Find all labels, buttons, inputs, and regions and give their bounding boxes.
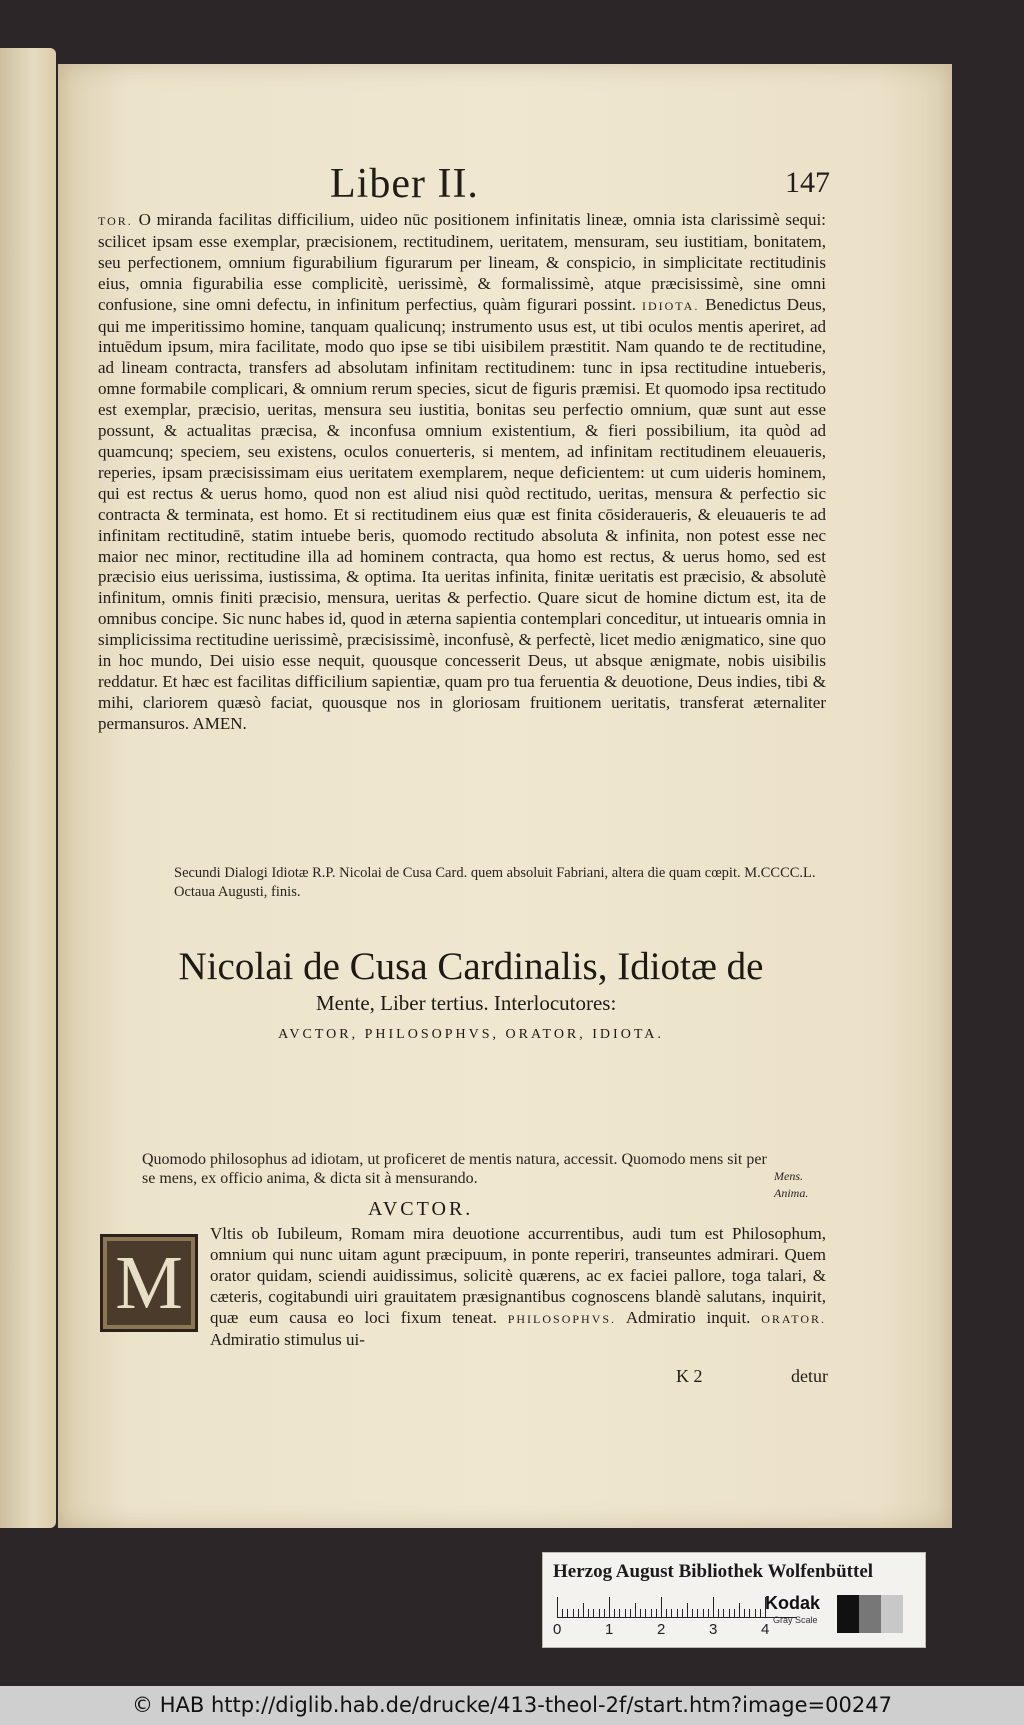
ruler-tick (645, 1609, 646, 1617)
ruler-tick (697, 1609, 698, 1617)
scale-number: 2 (657, 1621, 666, 1638)
dialog-text-run: PHILOSOPHVS. (507, 1311, 617, 1326)
chapter-summary: Quomodo philosophus ad idiotam, ut proficeret de mentis natura, accessit. Quomodo mens sit per se mens, ex officio anima, & dicta sit à mensurando. (142, 1151, 767, 1187)
copyright-footer: © HAB http://diglib.hab.de/drucke/413-theol-2f/start.htm?image=00247 (0, 1686, 1024, 1725)
colophon: Secundi Dialogi Idiotæ R.P. Nicolai de Cusa Card. quem absoluit Fabriani, altera die quam cœpit. M.CCCC.L. Octaua Augusti, finis. (174, 865, 816, 900)
dialog-text-run: ORATOR. (761, 1311, 826, 1326)
ruler-tick (625, 1609, 626, 1617)
ruler-tick (729, 1609, 730, 1617)
gray-swatch-light (881, 1595, 903, 1633)
dialog-text-run: Admiratio inquit. (616, 1307, 762, 1327)
ruler-tick (744, 1609, 745, 1617)
ruler-tick (739, 1603, 740, 1617)
ruler-tick (599, 1609, 600, 1617)
scale-number: 4 (761, 1621, 770, 1638)
body-text-run: TOR. (98, 214, 133, 228)
ruler-tick (619, 1609, 620, 1617)
margin-notes (774, 1168, 864, 1202)
section-title-line-2: Mente, Liber tertius. Interlocutores: (316, 991, 617, 1015)
section-title-line-1: Nicolai de Cusa Cardinalis, Idiotæ de (178, 945, 764, 988)
ruler-tick (630, 1609, 631, 1617)
ruler-tick (567, 1609, 568, 1617)
margin-note-mens: Mens. (774, 1169, 803, 1183)
ruler-tick (640, 1609, 641, 1617)
signature-mark: K 2 (676, 1366, 703, 1386)
library-color-card (542, 1552, 926, 1648)
ruler-tick (682, 1609, 683, 1617)
ruler-tick (656, 1609, 657, 1617)
body-text-run: IDIOTA. (641, 298, 700, 313)
library-name: Herzog August Bibliothek Wolfenbüttel (553, 1561, 874, 1582)
gray-scale-label: Gray Scale (773, 1615, 818, 1625)
ruler-tick (614, 1609, 615, 1617)
ruler-tick (562, 1609, 563, 1617)
section-title (118, 944, 824, 1048)
scale-ruler (557, 1595, 797, 1618)
initial-letter: M (115, 1241, 183, 1325)
speaker-heading: AVCTOR. (368, 1198, 474, 1220)
ruler-tick (651, 1609, 652, 1617)
decorated-initial (100, 1234, 198, 1332)
ruler-tick (583, 1603, 584, 1617)
opening-dialogue-text (210, 1224, 826, 1350)
ruler-tick (635, 1603, 636, 1617)
margin-note-anima: Anima. (774, 1186, 809, 1200)
scale-number: 0 (553, 1621, 562, 1638)
ruler-tick (588, 1609, 589, 1617)
ruler-tick (713, 1597, 714, 1617)
running-head-title: Liber II. (330, 161, 479, 207)
ruler-tick (609, 1597, 610, 1617)
kodak-logo: Kodak (765, 1593, 821, 1613)
ruler-tick (557, 1597, 558, 1617)
ruler-tick (708, 1609, 709, 1617)
ruler-tick (692, 1609, 693, 1617)
scale-number: 1 (605, 1621, 614, 1638)
scale-number: 3 (709, 1621, 718, 1638)
body-text-run: Benedictus Deus, qui me imperitissimo homine, tanquam qualicunq; instrumento usus est, ut tibi oculos mentis aperiret, ad intuēdum ipsum, mira facilitate, modo quo ipse se tibi uisibilem præstitit. Nam quando te de rectitudine, ad lineam contracta, transfers ad absolutam infinitam rectitudinem: tunc in ipsa rectitudine intueberis, omne formabile complicari, & omnium rerum species, sicut de figuris præmisi. Et quomodo ipsa rectitudo est exemplar, præcisio, ueritas, mensura seu iustitia, bonitas seu perfectio omnium, quæ sunt aut esse possunt, & actualitas præcisa, & inconfusa omnium existentium, & fieri possibilium, ita quòd ad quamcunq; speciem, seu existens, oculos conuerteris, si mentem, ad infinitam rectitudinem eleuaueris, reperies, ipsam præcisissimam eius ueritatem exemplarem, neque deficientem: ut cum uideris hominem, qui est rectus & uerus homo, quod non est aliud nisi quòd rectitudo, ueritas, mensura & perfectio sic contracta & terminata, est homo. Et si rectitudinem eius quæ est finita cōsideraueris, & eleuaueris te ad infinitam rectitudinē, statim intuebe beris, quomodo rectitudo absoluta & infinita, non potest esse nec maior nec minor, rectitudine illa ad hominem contracta, qua homo est rectus, & uerus homo, sed est præcisio eius uerissima, iustissima, & optima. Ita ueritas infinita, finitæ ueritatis est præcisio, & absolutè infinitum, omnis finiti præcisio, mensura, ueritas & perfectio. Quare sicut de homine dictum est, ita de omnibus concipe. Sic nunc habes id, quod in æterna sapientia contemplari conceditur, ut intuearis omnia in simplicissima rectitudine uerissimè, præcisissimè, inconfusè, & perfectè, licet medio ænigmatico, sine quo in hoc mundo, Dei uisio esse nequit, quousque concesserit Deus, ut absque ænigmate, nobis uisibilis reddatur. Et hæc est facilitas difficilium sapientiæ, quam pro tua feruentia & deuotione, Deus indies, tibi & mihi, clariorem quæsò faciat, quousque nos in gloriosam fruitionem ueritatis, transferat æternaliter permansuros. (98, 294, 826, 733)
ruler-tick (578, 1609, 579, 1617)
ruler-tick (661, 1597, 662, 1617)
ruler-tick (734, 1609, 735, 1617)
ruler-tick (671, 1609, 672, 1617)
ruler-tick (760, 1609, 761, 1617)
page-number: 147 (785, 166, 830, 199)
ruler-tick (718, 1609, 719, 1617)
dialog-text-run: Vltis ob Iubileum, Romam mira deuotione accurrentibus, audi tum est Philosophum, omnium qui nunc uitam agunt præcipuum, in ponte reperiri, transeuntes admirari. Quem orator quidam, sciendi auidissimus, solicitè quærens, ac ex faciei pallore, toga talari, & cæteris, cogitabundi uiri grauitatem præsignantibus cognoscens blandè salutans, inquirit, quæ eum causa eo loci fixum teneat. (210, 1224, 826, 1327)
ruler-tick (593, 1609, 594, 1617)
ruler-tick (755, 1609, 756, 1617)
ruler-tick (573, 1609, 574, 1617)
ruler-tick (666, 1609, 667, 1617)
gray-swatch-mid (859, 1595, 881, 1633)
book-page (58, 64, 952, 1528)
ruler-tick (723, 1609, 724, 1617)
dialogue-body-text (98, 210, 826, 735)
ruler-tick (749, 1609, 750, 1617)
ruler-tick (677, 1609, 678, 1617)
body-text-run: O miranda facilitas difficilium, uideo nūc positionem infinitatis lineæ, omnia ista clarissimè sequi: scilicet ipsam esse exemplar, præcisionem, rectitudinem, ueritatem, mensuram, seu iustitiam, bonitatem, seu perfectionem, omnium figurabilium figurarum per lineam, & conspicio, in simplicitate rectitudinis eius, omnia figurabilia esse complicitè, uerissimè, & formalissimè, atque præcisissimè, sine omni confusione, sine omni defectu, in infinitum perfectius, quàm figurari possint. (98, 210, 826, 314)
body-text-run: AMEN. (192, 713, 247, 733)
previous-page-edge (0, 48, 56, 1528)
interlocutors-list: AVCTOR, PHILOSOPHVS, ORATOR, IDIOTA. (278, 1027, 664, 1042)
ruler-tick (703, 1609, 704, 1617)
ruler-tick (604, 1609, 605, 1617)
dialog-text-run: Admiratio stimulus ui- (210, 1329, 365, 1349)
gray-swatch-black (837, 1595, 859, 1633)
catchword: detur (791, 1366, 828, 1386)
ruler-tick (687, 1603, 688, 1617)
